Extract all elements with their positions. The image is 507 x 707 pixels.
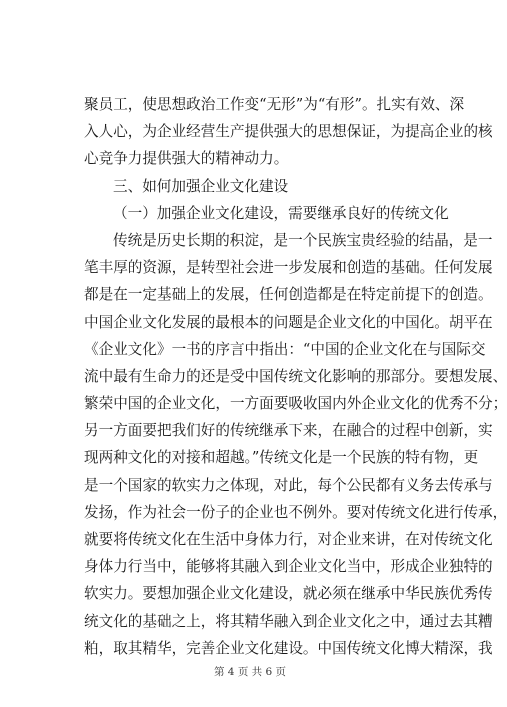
body-text-line: 现两种文化的对接和超越。”传统文化是一个民族的特有物，更 <box>84 449 479 467</box>
body-text-line: 粕，取其精华，完善企业文化建设。中国传统文化博大精深，我 <box>84 639 493 657</box>
body-text-line: 繁荣中国的企业文化，一方面要吸收国内外企业文化的优秀不分； <box>84 395 507 413</box>
body-text-line: 发扬，作为社会一份子的企业也不例外。要对传统文化进行传承， <box>84 503 507 521</box>
section-heading: 三、如何加强企业文化建设 <box>113 177 289 195</box>
body-text-line: 入人心，为企业经营生产提供强大的思想保证，为提高企业的核 <box>84 123 493 141</box>
document-body <box>84 91 507 662</box>
body-text-line: 心竞争力提供强大的精神动力。 <box>84 150 289 168</box>
body-text-line: 软实力。要想加强企业文化建设，就必须在继承中华民族优秀传 <box>84 585 493 603</box>
page-footer: 第 4 页 共 6 页 <box>213 666 287 678</box>
subsection-heading: （一）加强企业文化建设，需要继承良好的传统文化 <box>113 204 449 222</box>
body-text-line: 传统是历史长期的积淀，是一个民族宝贵经验的结晶，是一 <box>113 231 493 249</box>
body-text-line: 都是在一定基础上的发展，任何创造都是在特定前提下的创造。 <box>84 286 493 304</box>
body-text-line: 就要将传统文化在生活中身体力行，对企业来讲，在对传统文化 <box>84 531 493 548</box>
body-text-line: 统文化的基础之上，将其精华融入到企业文化之中，通过去其糟 <box>84 612 493 630</box>
body-text-line: 《企业文化》一书的序言中指出：“中国的企业文化在与国际交 <box>84 340 486 358</box>
body-text-line: 身体力行当中，能够将其融入到企业文化当中，形成企业独特的 <box>84 558 493 576</box>
body-text-line: 流中最有生命力的还是受中国传统文化影响的那部分。要想发展、 <box>84 367 507 385</box>
body-text-line: 中国企业文化发展的最根本的问题是企业文化的中国化。胡平在 <box>84 313 493 331</box>
body-text-line: 聚员工，使思想政治工作变“无形”为“有形”。扎实有效、深 <box>84 96 465 113</box>
body-text-line: 笔丰厚的资源，是转型社会进一步发展和创造的基础。任何发展 <box>84 259 493 277</box>
body-text-line: 是一个国家的软实力之体现，对此，每个公民都有义务去传承与 <box>84 476 493 494</box>
body-text-line: 另一方面要把我们好的传统继承下来，在融合的过程中创新，实 <box>84 422 493 440</box>
